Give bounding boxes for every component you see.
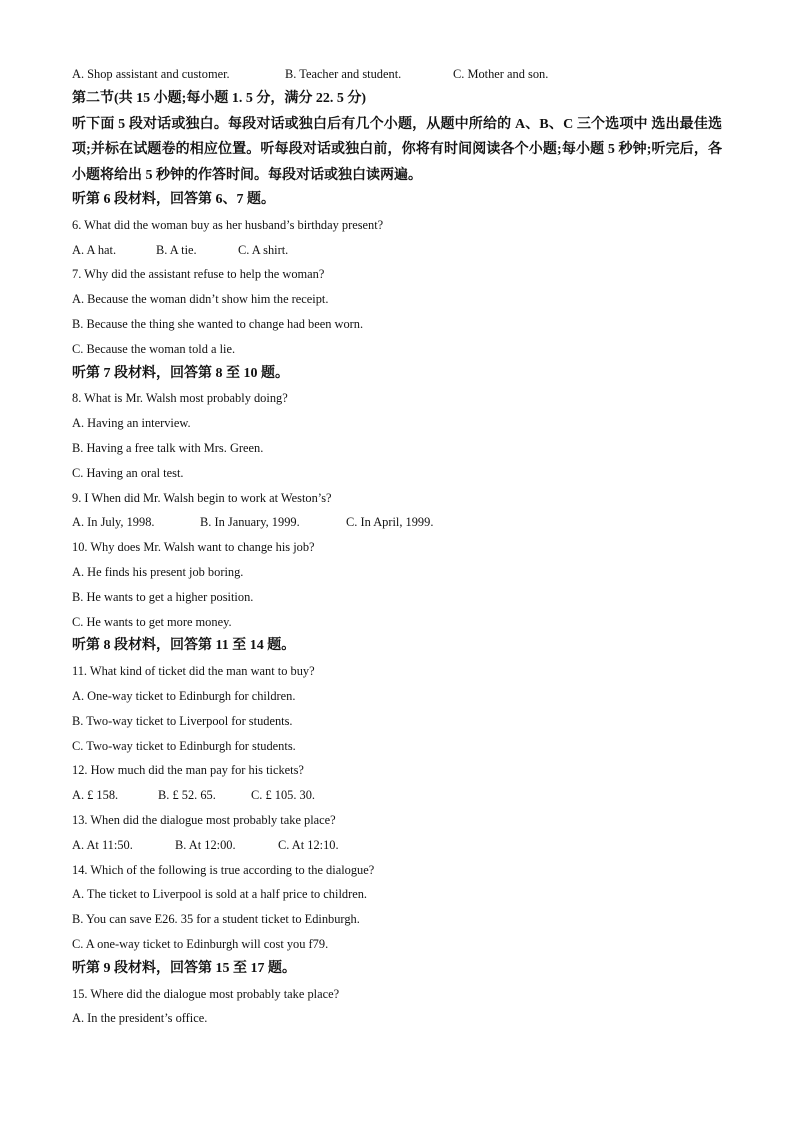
option-a: A. He finds his present job boring.: [72, 565, 244, 580]
option-a: A. Because the woman didn’t show him the receipt.: [72, 292, 329, 307]
document-page: [72, 62, 732, 1031]
option-a: A. Having an interview.: [72, 416, 191, 431]
option-b: B. Teacher and student.: [285, 67, 402, 81]
option-a: A. In July, 1998.: [72, 515, 155, 530]
question-9: 9. I When did Mr. Walsh begin to work at Weston’s?: [72, 490, 332, 505]
option-c: C. Because the woman told a lie.: [72, 341, 236, 356]
q5-options: [72, 62, 732, 87]
option-b: B. £ 52. 65.: [158, 788, 216, 803]
question-11: 11. What kind of ticket did the man want to buy?: [72, 664, 315, 679]
option-c: C. A shirt.: [238, 242, 289, 257]
passage-header: 听第 6 段材料，回答第 6、7 题。: [72, 192, 275, 208]
option-b: B. Having a free talk with Mrs. Green.: [72, 441, 264, 456]
option-a: A. A hat.: [72, 242, 117, 257]
option-b: B. He wants to get a higher position.: [72, 589, 254, 604]
question-13: 13. When did the dialogue most probably take place?: [72, 813, 336, 828]
option-a: A. At 11:50.: [72, 837, 133, 852]
option-b: B. Because the thing she wanted to change had been worn.: [72, 317, 364, 332]
section-heading: 第二节(共 15 小题;每小题 1. 5 分，满分 22. 5 分): [72, 90, 366, 106]
option-a: A. £ 158.: [72, 788, 119, 803]
option-b: B. A tie.: [156, 242, 197, 257]
option-a: A. One-way ticket to Edinburgh for children.: [72, 689, 296, 704]
question-12: 12. How much did the man pay for his tickets?: [72, 763, 304, 778]
question-15: 15. Where did the dialogue most probably take place?: [72, 986, 340, 1001]
option-c: C. A one-way ticket to Edinburgh will cost you f79.: [72, 937, 329, 951]
passage-header: 听第 9 段材料，回答第 15 至 17 题。: [72, 960, 296, 976]
q6-options: [72, 238, 732, 263]
option-b: B. In January, 1999.: [200, 515, 300, 530]
option-a: A. In the president’s office.: [72, 1011, 208, 1026]
q13-options: [72, 833, 732, 858]
section-instructions: 听下面 5 段对话或独白。每段对话或独白后有几个小题，从题中所给的 A、B、C 三个选项中 选出最佳选项;并标在试题卷的相应位置。听每段对话或独白前，你将有时间阅读各个小题;每小题 5 秒钟;听完后，各小题将给出 5 秒钟的作答时间。每段对话或独白读两遍。: [72, 116, 722, 183]
question-8: 8. What is Mr. Walsh most probably doing?: [72, 391, 288, 406]
option-b: B. You can save E26. 35 for a student ticket to Edinburgh.: [72, 912, 360, 927]
option-c: C. £ 105. 30.: [251, 788, 316, 803]
question-10: 10. Why does Mr. Walsh want to change his job?: [72, 540, 315, 555]
option-c: C. Mother and son.: [453, 67, 549, 81]
option-c: C. Having an oral test.: [72, 465, 184, 480]
question-6: 6. What did the woman buy as her husband’s birthday present?: [72, 217, 384, 232]
passage-header: 听第 8 段材料，回答第 11 至 14 题。: [72, 638, 296, 654]
option-c: C. At 12:10.: [278, 837, 339, 852]
q9-options: [72, 510, 732, 535]
question-7: 7. Why did the assistant refuse to help the woman?: [72, 267, 325, 282]
option-b: B. At 12:00.: [175, 837, 236, 852]
option-a: A. The ticket to Liverpool is sold at a half price to children.: [72, 887, 367, 902]
option-a: A. Shop assistant and customer.: [72, 67, 230, 81]
option-c: C. Two-way ticket to Edinburgh for students.: [72, 738, 296, 753]
option-b: B. Two-way ticket to Liverpool for students.: [72, 713, 293, 728]
passage-header: 听第 7 段材料，回答第 8 至 10 题。: [72, 365, 289, 381]
option-c: C. In April, 1999.: [346, 515, 434, 530]
question-14: 14. Which of the following is true according to the dialogue?: [72, 862, 375, 877]
option-c: C. He wants to get more money.: [72, 614, 232, 629]
q12-options: [72, 783, 732, 808]
